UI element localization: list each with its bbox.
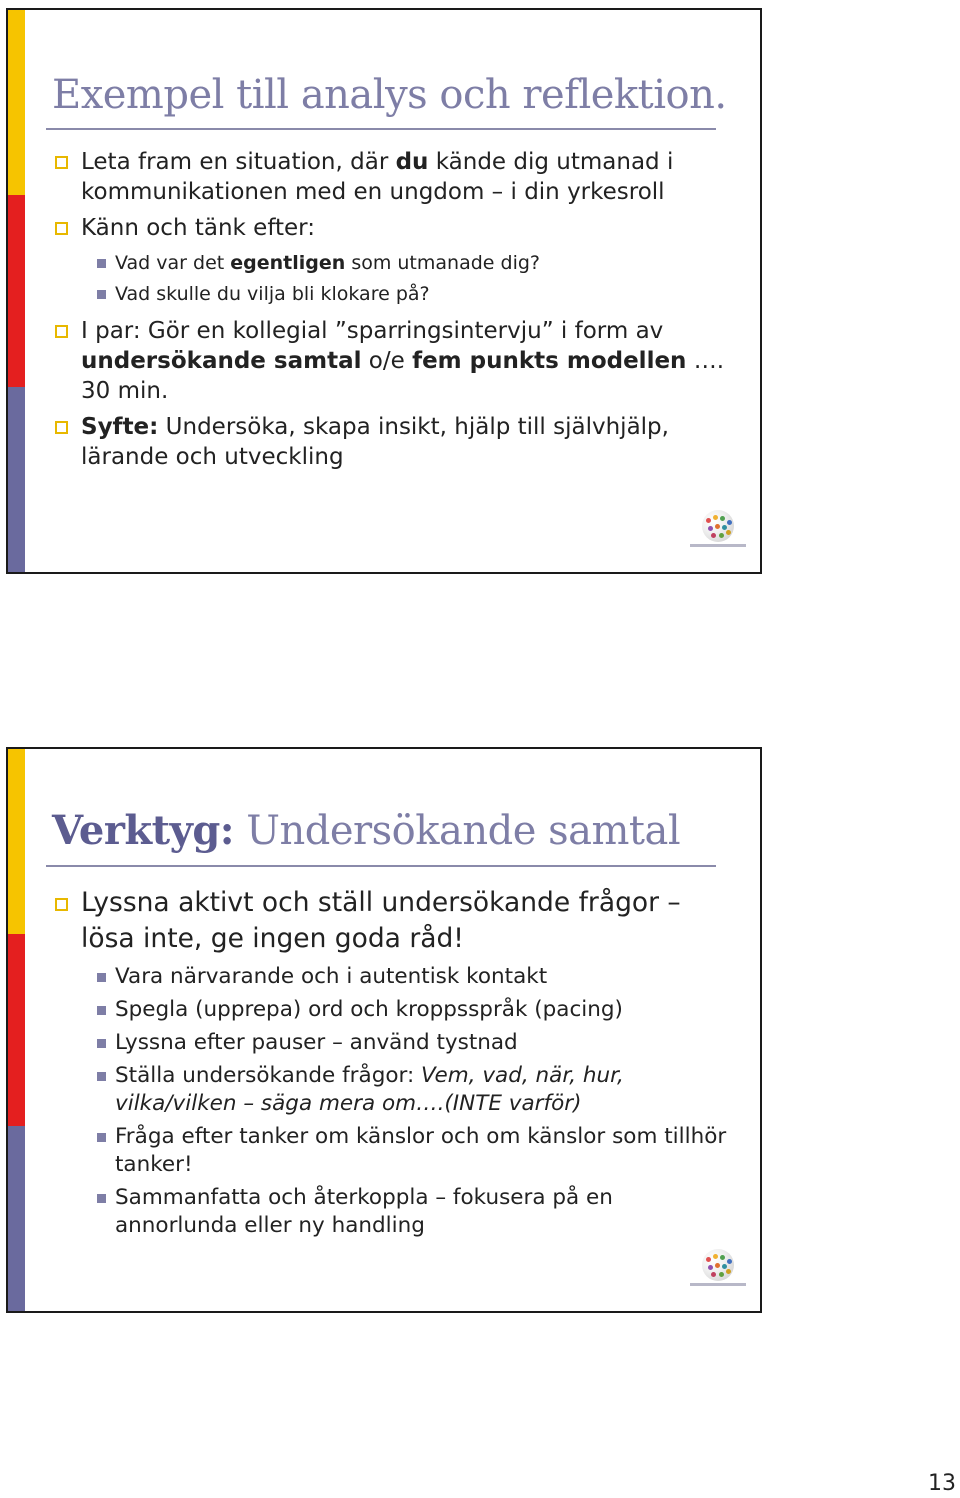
organization-logo — [690, 510, 746, 556]
logo-caption-line — [690, 544, 746, 547]
bullet-item: Känn och tänk efter: — [52, 213, 730, 243]
hollow-square-bullet-icon — [55, 898, 68, 911]
globe-logo-icon — [702, 510, 734, 542]
sub-bullet-item: Lyssna efter pauser – använd tystnad — [52, 1029, 730, 1057]
slide-body — [52, 885, 730, 1245]
sub-bullet-item: Sammanfatta och återkoppla – fokusera på en annorlunda eller ny handling — [52, 1184, 730, 1240]
logo-caption-line — [690, 1283, 746, 1286]
sub-bullet-item: Spegla (upprepa) ord och kroppsspråk (pacing) — [52, 996, 730, 1024]
sub-bullet-item: Ställa undersökande frågor: Vem, vad, när, hur, vilka/vilken – säga mera om….(INTE varför) — [52, 1062, 730, 1118]
square-bullet-icon — [97, 290, 106, 299]
bullet-item: I par: Gör en kollegial ”sparringsintervju” i form av undersökande samtal o/e fem punkts modellen …. 30 min. — [52, 316, 730, 406]
bullet-item: Lyssna aktivt och ställ undersökande frågor – lösa inte, ge ingen goda råd! — [52, 885, 730, 957]
title-divider — [46, 128, 716, 130]
organization-logo — [690, 1249, 746, 1295]
square-bullet-icon — [97, 1194, 106, 1203]
slide-2 — [6, 747, 762, 1313]
hollow-square-bullet-icon — [55, 421, 68, 434]
hollow-square-bullet-icon — [55, 325, 68, 338]
slide-title: Verktyg: Undersökande samtal — [52, 807, 681, 854]
title-divider — [46, 865, 716, 867]
sub-bullet-item: Vad skulle du vilja bli klokare på? — [52, 280, 730, 308]
square-bullet-icon — [97, 1133, 106, 1142]
square-bullet-icon — [97, 1072, 106, 1081]
page-number: 13 — [928, 1471, 956, 1496]
color-stripe — [8, 10, 25, 572]
sub-bullet-item: Fråga efter tanker om känslor och om känslor som tillhör tanker! — [52, 1123, 730, 1179]
sub-bullet-item: Vad var det egentligen som utmanade dig? — [52, 249, 730, 277]
color-stripe — [8, 749, 25, 1311]
square-bullet-icon — [97, 1039, 106, 1048]
square-bullet-icon — [97, 973, 106, 982]
bullet-item: Syfte: Undersöka, skapa insikt, hjälp till självhjälp, lärande och utveckling — [52, 412, 730, 472]
square-bullet-icon — [97, 1006, 106, 1015]
square-bullet-icon — [97, 259, 106, 268]
slide-title: Exempel till analys och reflektion. — [52, 72, 727, 118]
slide-1 — [6, 8, 762, 574]
sub-bullet-item: Vara närvarande och i autentisk kontakt — [52, 963, 730, 991]
globe-logo-icon — [702, 1249, 734, 1281]
hollow-square-bullet-icon — [55, 156, 68, 169]
slide-body — [52, 147, 730, 478]
hollow-square-bullet-icon — [55, 222, 68, 235]
bullet-item: Leta fram en situation, där du kände dig utmanad i kommunikationen med en ungdom – i din yrkesroll — [52, 147, 730, 207]
